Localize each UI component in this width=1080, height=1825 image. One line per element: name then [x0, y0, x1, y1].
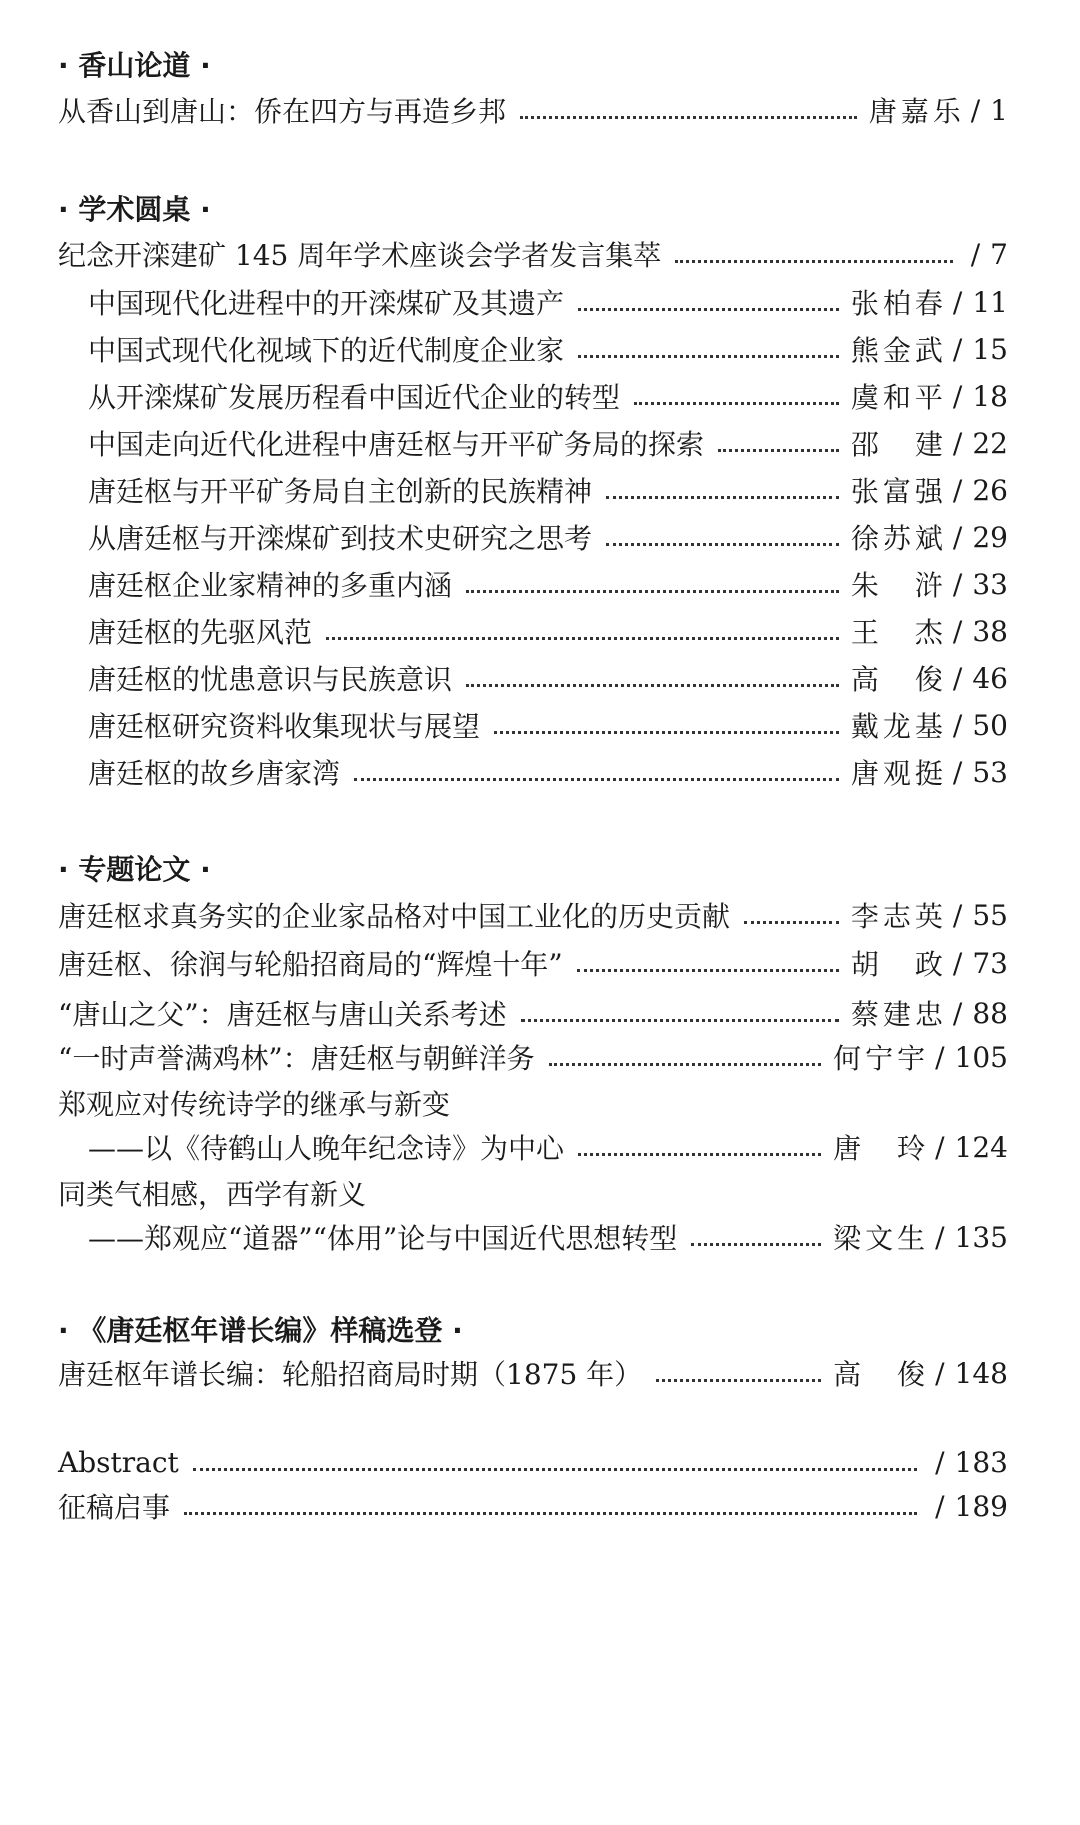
leader-dots	[578, 306, 839, 311]
leader-dots	[656, 1377, 821, 1382]
toc-entry-abstract[interactable]	[58, 1440, 1008, 1484]
toc-entry-title-line[interactable]	[58, 1081, 1008, 1125]
toc-entry[interactable]	[58, 1351, 1008, 1395]
toc-entry[interactable]	[88, 327, 1008, 371]
entry-title: Abstract	[58, 1445, 179, 1479]
page-number: 26	[972, 473, 1008, 507]
entry-author: 邵 建	[850, 428, 947, 461]
separator: /	[935, 1220, 945, 1254]
leader-dots	[578, 1151, 821, 1156]
section-title-papers: · 专题论文 ·	[58, 853, 211, 886]
entry-title: 中国式现代化视域下的近代制度企业家	[88, 334, 565, 367]
entry-author: 唐观挺	[850, 757, 947, 790]
separator: /	[935, 1130, 945, 1164]
separator: /	[952, 755, 963, 789]
leader-dots	[466, 588, 839, 593]
leader-dots	[675, 258, 952, 263]
toc-entry[interactable]	[88, 562, 1008, 606]
entry-title: 中国现代化进程中的开滦煤矿及其遗产	[88, 287, 565, 320]
page-number: 88	[972, 996, 1008, 1030]
entry-title: 唐廷枢求真务实的企业家品格对中国工业化的历史贡献	[58, 900, 731, 933]
toc-entry[interactable]	[88, 750, 1008, 794]
entry-title: 唐廷枢、徐润与轮船招商局的“辉煌十年”	[58, 948, 563, 981]
entry-title: 从开滦煤矿发展历程看中国近代企业的转型	[88, 381, 621, 414]
leader-dots	[520, 114, 857, 119]
leader-dots	[578, 353, 839, 358]
toc-entry[interactable]	[88, 609, 1008, 653]
page-number: 38	[972, 614, 1008, 648]
page-number: 46	[972, 661, 1008, 695]
entry-title: 中国走向近代化进程中唐廷枢与开平矿务局的探索	[88, 428, 705, 461]
page-number: 135	[954, 1220, 1008, 1254]
leader-dots	[718, 447, 839, 452]
entry-author: 梁文生	[833, 1222, 930, 1255]
entry-title: 唐廷枢的忧患意识与民族意识	[88, 663, 453, 696]
toc-entry[interactable]	[88, 656, 1008, 700]
entry-author: 张柏春	[850, 287, 947, 320]
separator: /	[935, 1040, 945, 1074]
toc-entry[interactable]	[58, 88, 1008, 132]
entry-author: 朱 浒	[850, 569, 947, 602]
entry-author: 蔡建忠	[850, 998, 947, 1031]
entry-subtitle: ——郑观应“道器”“体用”论与中国近代思想转型	[88, 1222, 678, 1255]
leader-dots	[184, 1510, 917, 1515]
toc-entry[interactable]	[58, 1035, 1008, 1079]
page-number: 1	[990, 93, 1008, 127]
leader-dots	[494, 729, 839, 734]
entry-title: 征稿启事	[58, 1491, 171, 1524]
toc-entry[interactable]	[88, 374, 1008, 418]
separator: /	[952, 996, 963, 1030]
separator: /	[952, 661, 963, 695]
leader-dots	[634, 400, 839, 405]
entry-title: 唐廷枢年谱长编：轮船招商局时期（1875 年）	[58, 1358, 643, 1391]
page-number: 53	[972, 755, 1008, 789]
separator: /	[952, 708, 963, 742]
page-number: 73	[972, 946, 1008, 980]
separator: /	[952, 614, 963, 648]
toc-entry[interactable]	[88, 280, 1008, 324]
page-number: 55	[972, 898, 1008, 932]
entry-author: 张富强	[850, 475, 947, 508]
toc-entry[interactable]	[58, 941, 1008, 985]
entry-author: 高 俊	[850, 663, 947, 696]
toc-entry[interactable]	[88, 703, 1008, 747]
toc-entry[interactable]	[58, 893, 1008, 937]
entry-author: 戴龙基	[850, 710, 947, 743]
separator: /	[952, 520, 963, 554]
page-number: 189	[954, 1489, 1008, 1523]
entry-title: 郑观应对传统诗学的继承与新变	[58, 1088, 451, 1121]
leader-dots	[466, 682, 839, 687]
entry-author: 胡 政	[850, 948, 947, 981]
entry-title: 同类气相感，西学有新义	[58, 1178, 367, 1211]
toc-entry-lead[interactable]	[58, 232, 1008, 276]
page-number: 148	[954, 1356, 1008, 1390]
entry-title: 纪念开滦建矿 145 周年学术座谈会学者发言集萃	[58, 239, 662, 272]
separator: /	[952, 567, 963, 601]
leader-dots	[691, 1241, 821, 1246]
entry-title: 从唐廷枢与开滦煤矿到技术史研究之思考	[88, 522, 593, 555]
separator: /	[935, 1489, 945, 1523]
section-title-roundtable: · 学术圆桌 ·	[58, 193, 211, 226]
separator: /	[935, 1445, 945, 1479]
toc-entry[interactable]	[88, 468, 1008, 512]
leader-dots	[606, 541, 839, 546]
page-number: 183	[954, 1445, 1008, 1479]
leader-dots	[606, 494, 839, 499]
toc-entry[interactable]	[88, 421, 1008, 465]
toc-entry-title-line[interactable]	[58, 1171, 1008, 1215]
entry-author: 李志英	[850, 900, 947, 933]
entry-title: 唐廷枢研究资料收集现状与展望	[88, 710, 481, 743]
toc-entry[interactable]	[88, 515, 1008, 559]
toc-entry-subtitle-line[interactable]	[88, 1125, 1008, 1169]
entry-author: 徐苏斌	[850, 522, 947, 555]
section-title-chronicle: · 《唐廷枢年谱长编》样稿选登 ·	[58, 1314, 463, 1347]
page-number: 33	[972, 567, 1008, 601]
section-title-xiangshan: · 香山论道 ·	[58, 49, 211, 82]
entry-author: 王 杰	[850, 616, 947, 649]
page-number: 22	[972, 426, 1008, 460]
toc-entry-call-for-papers[interactable]	[58, 1484, 1008, 1528]
page-number: 18	[972, 379, 1008, 413]
toc-entry-subtitle-line[interactable]	[88, 1215, 1008, 1259]
leader-dots	[354, 776, 839, 781]
separator: /	[952, 898, 963, 932]
entry-author: 唐 玲	[833, 1132, 930, 1165]
page-number: 29	[972, 520, 1008, 554]
page-number: 7	[990, 237, 1008, 271]
entry-author: 熊金武	[850, 334, 947, 367]
entry-author: 何宁宇	[833, 1042, 930, 1075]
leader-dots	[744, 919, 839, 924]
leader-dots	[577, 967, 839, 972]
page-number: 50	[972, 708, 1008, 742]
entry-author: 唐嘉乐	[868, 95, 965, 128]
leader-dots	[521, 1017, 839, 1022]
separator: /	[952, 379, 963, 413]
separator: /	[970, 237, 981, 271]
separator: /	[970, 93, 981, 127]
separator: /	[952, 332, 963, 366]
entry-author: 高 俊	[833, 1358, 930, 1391]
leader-dots	[326, 635, 839, 640]
page-number: 124	[954, 1130, 1008, 1164]
separator: /	[952, 426, 963, 460]
entry-title: 唐廷枢的故乡唐家湾	[88, 757, 341, 790]
page-number: 11	[972, 285, 1008, 319]
entry-title: “一时声誉满鸡林”：唐廷枢与朝鲜洋务	[58, 1042, 535, 1075]
leader-dots	[193, 1466, 917, 1471]
page-number: 105	[954, 1040, 1008, 1074]
entry-subtitle: ——以《待鹤山人晚年纪念诗》为中心	[88, 1132, 565, 1165]
entry-title: 唐廷枢与开平矿务局自主创新的民族精神	[88, 475, 593, 508]
entry-title: 唐廷枢企业家精神的多重内涵	[88, 569, 453, 602]
separator: /	[952, 946, 963, 980]
separator: /	[935, 1356, 945, 1390]
entry-title: 从香山到唐山：侨在四方与再造乡邦	[58, 95, 507, 128]
separator: /	[952, 473, 963, 507]
separator: /	[952, 285, 963, 319]
entry-title: “唐山之父”：唐廷枢与唐山关系考述	[58, 998, 507, 1031]
page-number: 15	[972, 332, 1008, 366]
toc-entry[interactable]	[58, 991, 1008, 1035]
entry-title: 唐廷枢的先驱风范	[88, 616, 313, 649]
leader-dots	[549, 1061, 821, 1066]
entry-author: 虞和平	[850, 381, 947, 414]
